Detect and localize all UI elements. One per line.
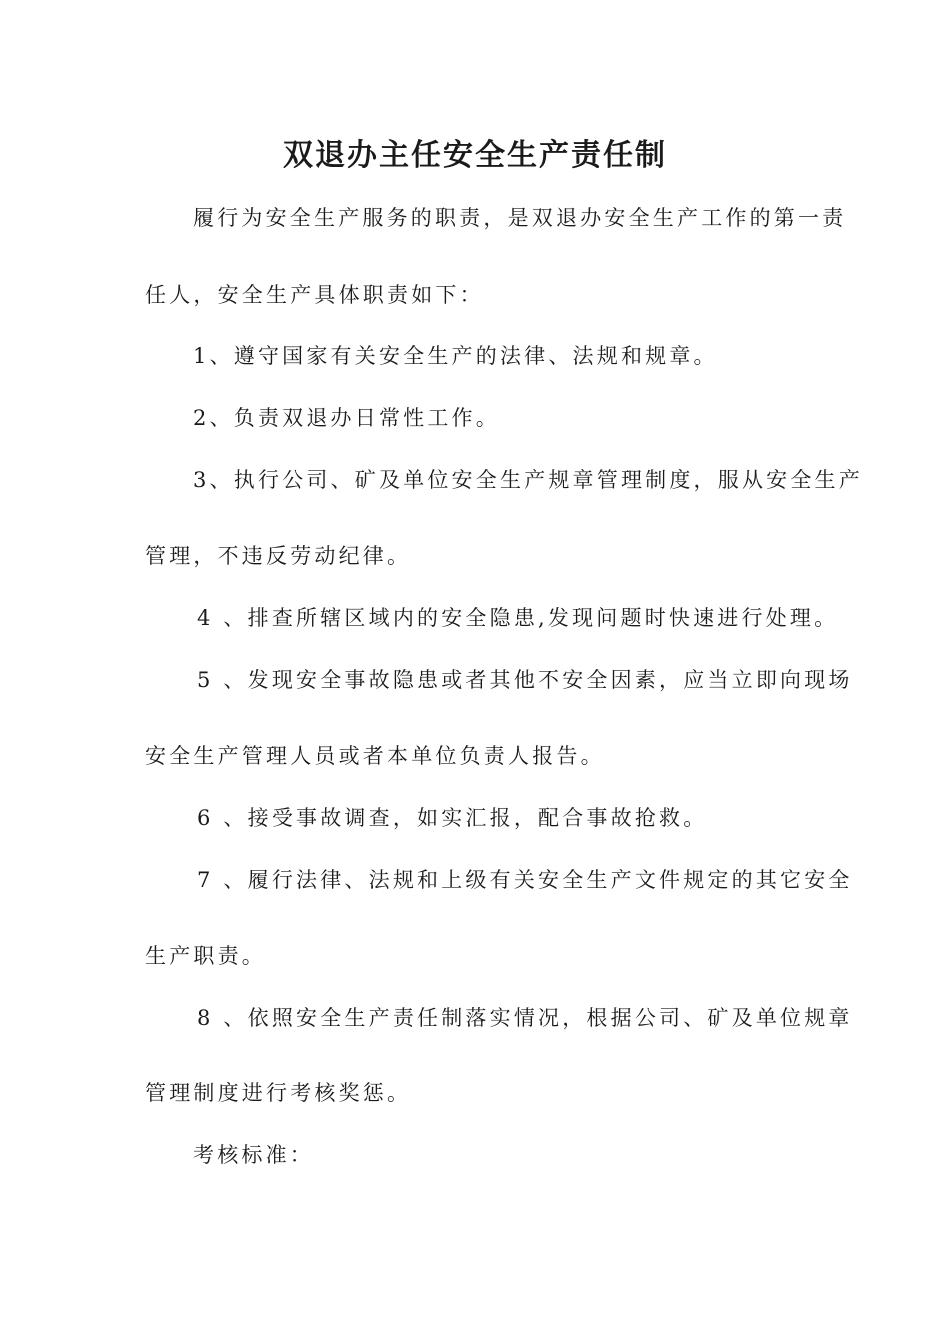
item-8-line-1: 8 、依照安全生产责任制落实情况，根据公司、矿及单位规章 (197, 1006, 853, 1030)
item-2: 2、负责双退办日常性工作。 (193, 406, 500, 430)
intro-line-1: 履行为安全生产服务的职责，是双退办安全生产工作的第一责 (193, 206, 847, 230)
intro-line-2: 任人，安全生产具体职责如下： (145, 283, 484, 307)
item-8-line-2: 管理制度进行考核奖惩。 (145, 1081, 412, 1105)
item-6: 6 、接受事故调查，如实汇报，配合事故抢救。 (197, 806, 708, 830)
item-3-line-1: 3、执行公司、矿及单位安全生产规章管理制度，服从安全生产 (193, 468, 863, 492)
item-3-line-2: 管理，不违反劳动纪律。 (145, 544, 412, 568)
assessment-heading: 考核标准： (193, 1143, 314, 1167)
item-5-line-1: 5 、发现安全事故隐患或者其他不安全因素，应当立即向现场 (197, 668, 853, 692)
item-5-line-2: 安全生产管理人员或者本单位负责人报告。 (145, 744, 605, 768)
item-1: 1、遵守国家有关安全生产的法律、法规和规章。 (193, 344, 718, 368)
item-4: 4 、排查所辖区域内的安全隐患,发现问题时快速进行处理。 (197, 606, 839, 630)
item-7-line-2: 生产职责。 (145, 944, 266, 968)
item-7-line-1: 7 、履行法律、法规和上级有关安全生产文件规定的其它安全 (197, 868, 853, 892)
document-title: 双退办主任安全生产责任制 (283, 138, 667, 173)
